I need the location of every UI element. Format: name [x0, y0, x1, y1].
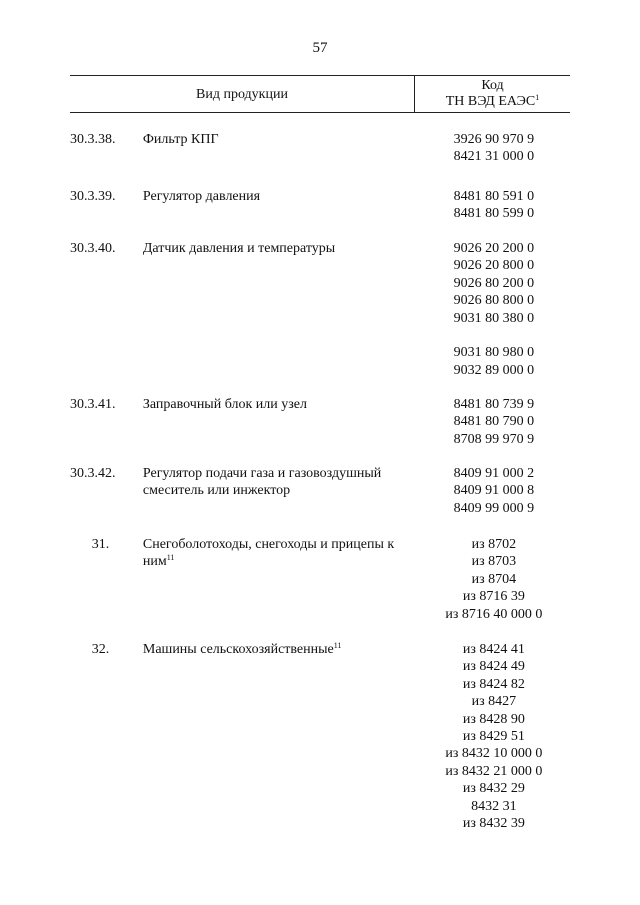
tn-ved-code: 8409 99 000 9 — [453, 500, 535, 516]
header-code-line2-text: ТН ВЭД ЕАЭС — [445, 94, 536, 109]
row-product-name-text: Машины сельскохозяйственные — [142, 642, 334, 657]
row-codes — [418, 641, 570, 832]
tn-ved-code: 9031 80 980 0 — [453, 345, 535, 361]
tn-ved-code: 8409 91 000 2 — [453, 466, 535, 481]
row-codes — [418, 131, 570, 188]
tn-ved-code: 9032 89 000 0 — [453, 362, 535, 378]
header-code-footnote: 1 — [535, 93, 540, 102]
tn-ved-code: 9031 80 380 0 — [453, 310, 535, 326]
page-number: 57 — [312, 40, 328, 56]
row-codes — [418, 536, 570, 641]
table-row — [70, 188, 570, 240]
tn-ved-code: 8481 80 591 0 — [453, 189, 535, 204]
header-code-line1: Код — [481, 78, 504, 93]
table-header — [70, 75, 570, 113]
tn-ved-code: 8481 80 790 0 — [453, 414, 535, 430]
tn-ved-code: из 8428 90 — [462, 711, 525, 727]
tn-ved-code: 8481 80 739 9 — [453, 397, 535, 412]
row-codes — [418, 465, 570, 536]
row-number: 30.3.41. — [70, 397, 116, 412]
tn-ved-code: из 8432 21 000 0 — [445, 763, 543, 779]
tn-ved-code: 8432 31 — [471, 798, 517, 814]
row-number: 31. — [91, 537, 110, 552]
tn-ved-code: 9026 20 200 0 — [453, 241, 535, 256]
tn-ved-code: 8421 31 000 0 — [453, 149, 535, 165]
row-product-name: Датчик давления и температуры — [142, 241, 336, 256]
footnote-marker: 11 — [166, 553, 175, 563]
tn-ved-code: 8708 99 970 9 — [453, 431, 535, 447]
row-product-name: Заправочный блок или узел — [142, 397, 307, 412]
tn-ved-code: из 8716 39 — [462, 589, 525, 605]
tn-ved-code: из 8716 40 000 0 — [445, 606, 543, 622]
header-code-label — [415, 78, 570, 110]
table-row — [70, 536, 570, 641]
row-number: 30.3.39. — [70, 189, 116, 204]
row-product-name: Регулятор давления — [142, 189, 261, 204]
tn-ved-code: 9026 20 800 0 — [453, 258, 535, 274]
table-row — [70, 465, 570, 536]
row-product-name: Регулятор подачи газа и газовоздушный смеситель или инжектор — [142, 466, 382, 499]
tn-ved-code: из 8429 51 — [462, 728, 525, 744]
row-codes — [418, 240, 570, 396]
tn-ved-code: из 8703 — [471, 554, 517, 570]
table-row — [70, 396, 570, 465]
tn-ved-code: из 8432 10 000 0 — [445, 746, 543, 762]
tn-ved-code: из 8424 82 — [462, 676, 525, 692]
tn-ved-code: из 8424 41 — [462, 642, 525, 657]
footnote-marker: 11 — [333, 641, 342, 650]
tn-ved-code: из 8704 — [471, 571, 517, 587]
tn-ved-code: из 8427 — [471, 694, 517, 710]
tn-ved-code: 9026 80 200 0 — [453, 275, 535, 291]
tn-ved-code: из 8424 49 — [462, 659, 525, 675]
tn-ved-code: 8409 91 000 8 — [453, 483, 535, 499]
product-table-body — [70, 131, 570, 832]
row-product-name: Фильтр КПГ — [142, 132, 219, 147]
row-number: 30.3.42. — [70, 466, 116, 481]
row-product-name — [131, 641, 418, 832]
row-product-name — [131, 536, 418, 641]
tn-ved-code: 3926 90 970 9 — [453, 132, 535, 147]
table-row — [70, 240, 570, 396]
header-code-line2 — [415, 94, 570, 110]
row-codes — [418, 188, 570, 240]
row-number: 32. — [91, 642, 110, 657]
tn-ved-code: 9026 80 800 0 — [453, 293, 535, 309]
tn-ved-code: из 8432 39 — [462, 815, 525, 831]
row-codes — [418, 396, 570, 465]
header-product-label: Вид продукции — [196, 87, 288, 102]
row-number: 30.3.40. — [70, 241, 116, 256]
tn-ved-code: из 8432 29 — [462, 781, 525, 797]
row-number: 30.3.38. — [70, 132, 116, 147]
tn-ved-code: из 8702 — [471, 537, 517, 552]
table-row — [70, 131, 570, 188]
table-row — [70, 641, 570, 832]
tn-ved-code: 8481 80 599 0 — [453, 206, 535, 222]
row-product-name-text: Снегоболотоходы, снегоходы и прицепы к ним — [142, 537, 395, 570]
